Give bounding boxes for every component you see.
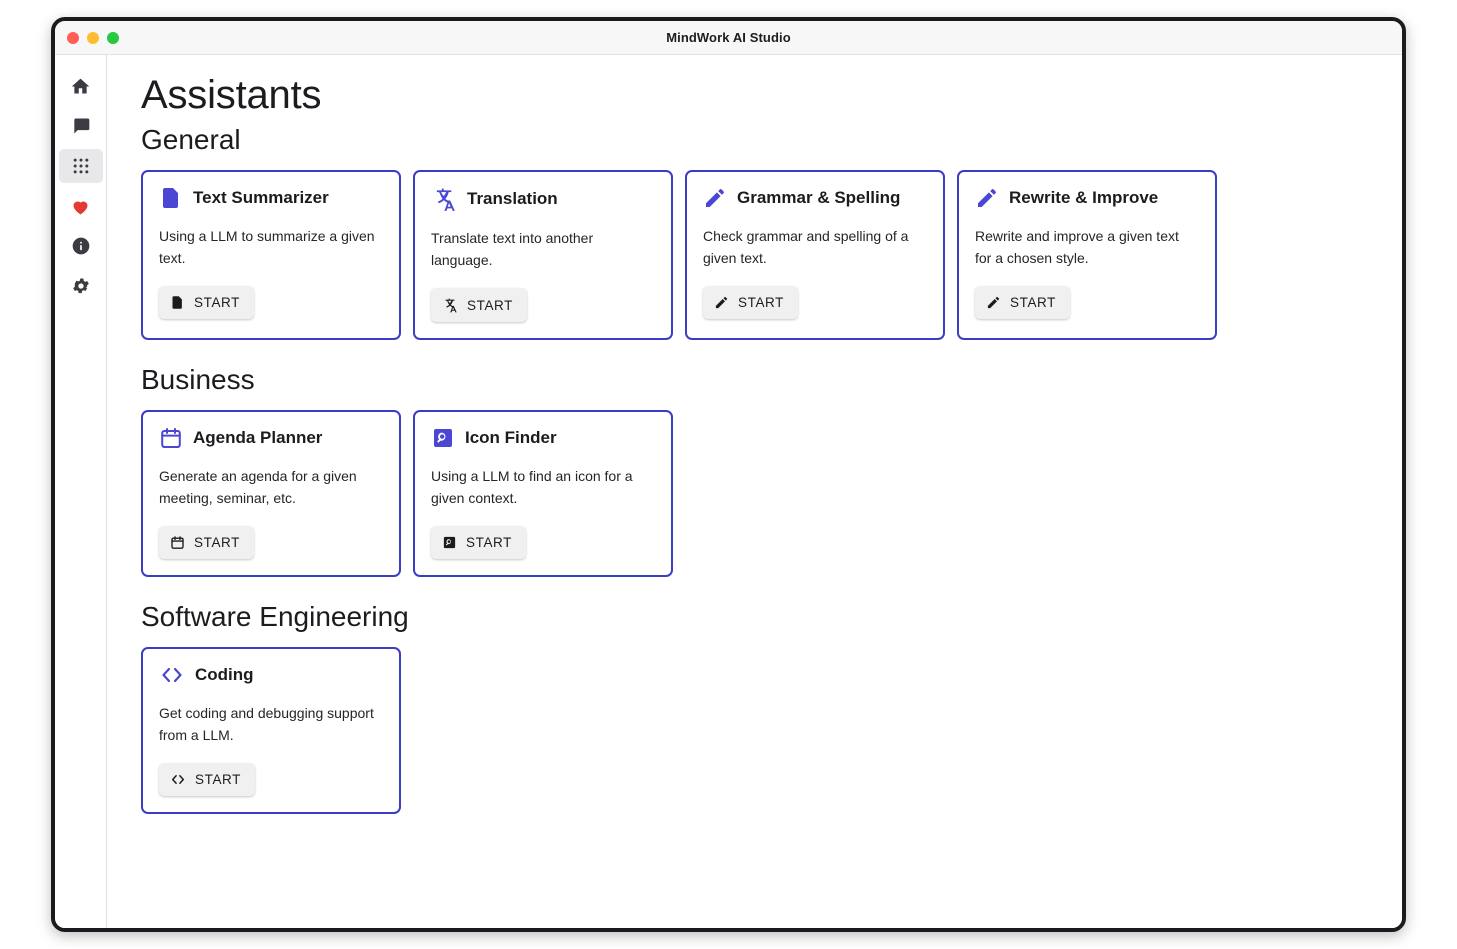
start-button-label: START (467, 297, 514, 313)
image-search-icon (431, 426, 455, 450)
assistant-card-translation[interactable] (413, 170, 673, 340)
card-header (431, 186, 655, 212)
card-header (159, 186, 383, 210)
translate-icon (431, 186, 457, 212)
start-button-label: START (195, 772, 242, 787)
card-description: Translate text into another language. (431, 230, 594, 268)
assistant-card-list-software-engineering (141, 647, 1376, 814)
info-icon (71, 236, 91, 256)
card-description: Rewrite and improve a given text for a chosen style. (975, 228, 1179, 266)
group-title-software-engineering: Software Engineering (141, 601, 409, 632)
sidebar-item-assistants[interactable] (59, 149, 103, 183)
assistant-card-agenda-planner[interactable] (141, 410, 401, 577)
assistant-card-rewrite-improve[interactable] (957, 170, 1217, 340)
document-text-icon (159, 186, 183, 210)
translate-icon (442, 297, 458, 313)
start-button-text-summarizer[interactable] (159, 286, 254, 319)
window-body (55, 55, 1402, 928)
pencil-icon (714, 295, 729, 310)
start-button-label: START (194, 295, 241, 310)
card-header (703, 186, 927, 210)
assistant-card-grammar-spelling[interactable] (685, 170, 945, 340)
group-title-business: Business (141, 364, 255, 395)
window-title: MindWork AI Studio (666, 30, 791, 45)
card-header (431, 426, 655, 450)
card-description: Generate an agenda for a given meeting, seminar, etc. (159, 468, 357, 506)
calendar-icon (170, 535, 185, 550)
app-window (51, 17, 1406, 932)
sidebar-item-settings[interactable] (59, 269, 103, 303)
assistant-card-list-business (141, 410, 1376, 577)
page-title: Assistants (141, 73, 322, 117)
start-button-label: START (466, 535, 513, 550)
start-button-label: START (1010, 295, 1057, 310)
sidebar-item-supporters[interactable] (59, 189, 103, 223)
document-text-icon (170, 295, 185, 310)
grid-apps-icon (71, 156, 91, 176)
group-title-general: General (141, 124, 241, 155)
calendar-icon (159, 426, 183, 450)
pencil-icon (703, 186, 727, 210)
pencil-icon (975, 186, 999, 210)
image-search-icon (442, 535, 457, 550)
card-header (159, 663, 383, 687)
card-header (975, 186, 1199, 210)
assistant-card-list-general (141, 170, 1376, 340)
home-icon (70, 76, 91, 97)
heart-icon (70, 196, 91, 217)
main-content (107, 55, 1402, 928)
start-button-agenda-planner[interactable] (159, 526, 254, 559)
card-description: Get coding and debugging support from a LLM. (159, 705, 374, 743)
start-button-coding[interactable] (159, 763, 255, 796)
chat-icon (71, 116, 91, 136)
code-brackets-icon (159, 663, 185, 687)
title-bar (55, 21, 1402, 55)
card-title: Icon Finder (465, 428, 557, 447)
card-title: Coding (195, 665, 254, 684)
card-description: Check grammar and spelling of a given text. (703, 228, 909, 266)
card-title: Rewrite & Improve (1009, 188, 1159, 207)
sidebar-item-chat[interactable] (59, 109, 103, 143)
start-button-rewrite-improve[interactable] (975, 286, 1070, 319)
gear-icon (71, 276, 91, 296)
card-description: Using a LLM to find an icon for a given context. (431, 468, 633, 506)
card-title: Agenda Planner (193, 428, 323, 447)
assistant-card-coding[interactable] (141, 647, 401, 814)
maximize-window-button[interactable] (107, 32, 119, 44)
start-button-grammar-spelling[interactable] (703, 286, 798, 319)
card-title: Grammar & Spelling (737, 188, 901, 207)
card-title: Text Summarizer (193, 188, 329, 207)
close-window-button[interactable] (67, 32, 79, 44)
window-controls (67, 21, 119, 54)
card-description: Using a LLM to summarize a given text. (159, 228, 375, 266)
sidebar (55, 55, 107, 928)
sidebar-item-home[interactable] (59, 69, 103, 103)
code-brackets-icon (170, 772, 186, 787)
minimize-window-button[interactable] (87, 32, 99, 44)
start-button-label: START (738, 295, 785, 310)
assistant-card-text-summarizer[interactable] (141, 170, 401, 340)
sidebar-item-about[interactable] (59, 229, 103, 263)
card-header (159, 426, 383, 450)
pencil-icon (986, 295, 1001, 310)
start-button-translation[interactable] (431, 288, 527, 322)
start-button-icon-finder[interactable] (431, 526, 526, 559)
assistant-card-icon-finder[interactable] (413, 410, 673, 577)
card-title: Translation (467, 189, 558, 208)
start-button-label: START (194, 535, 241, 550)
